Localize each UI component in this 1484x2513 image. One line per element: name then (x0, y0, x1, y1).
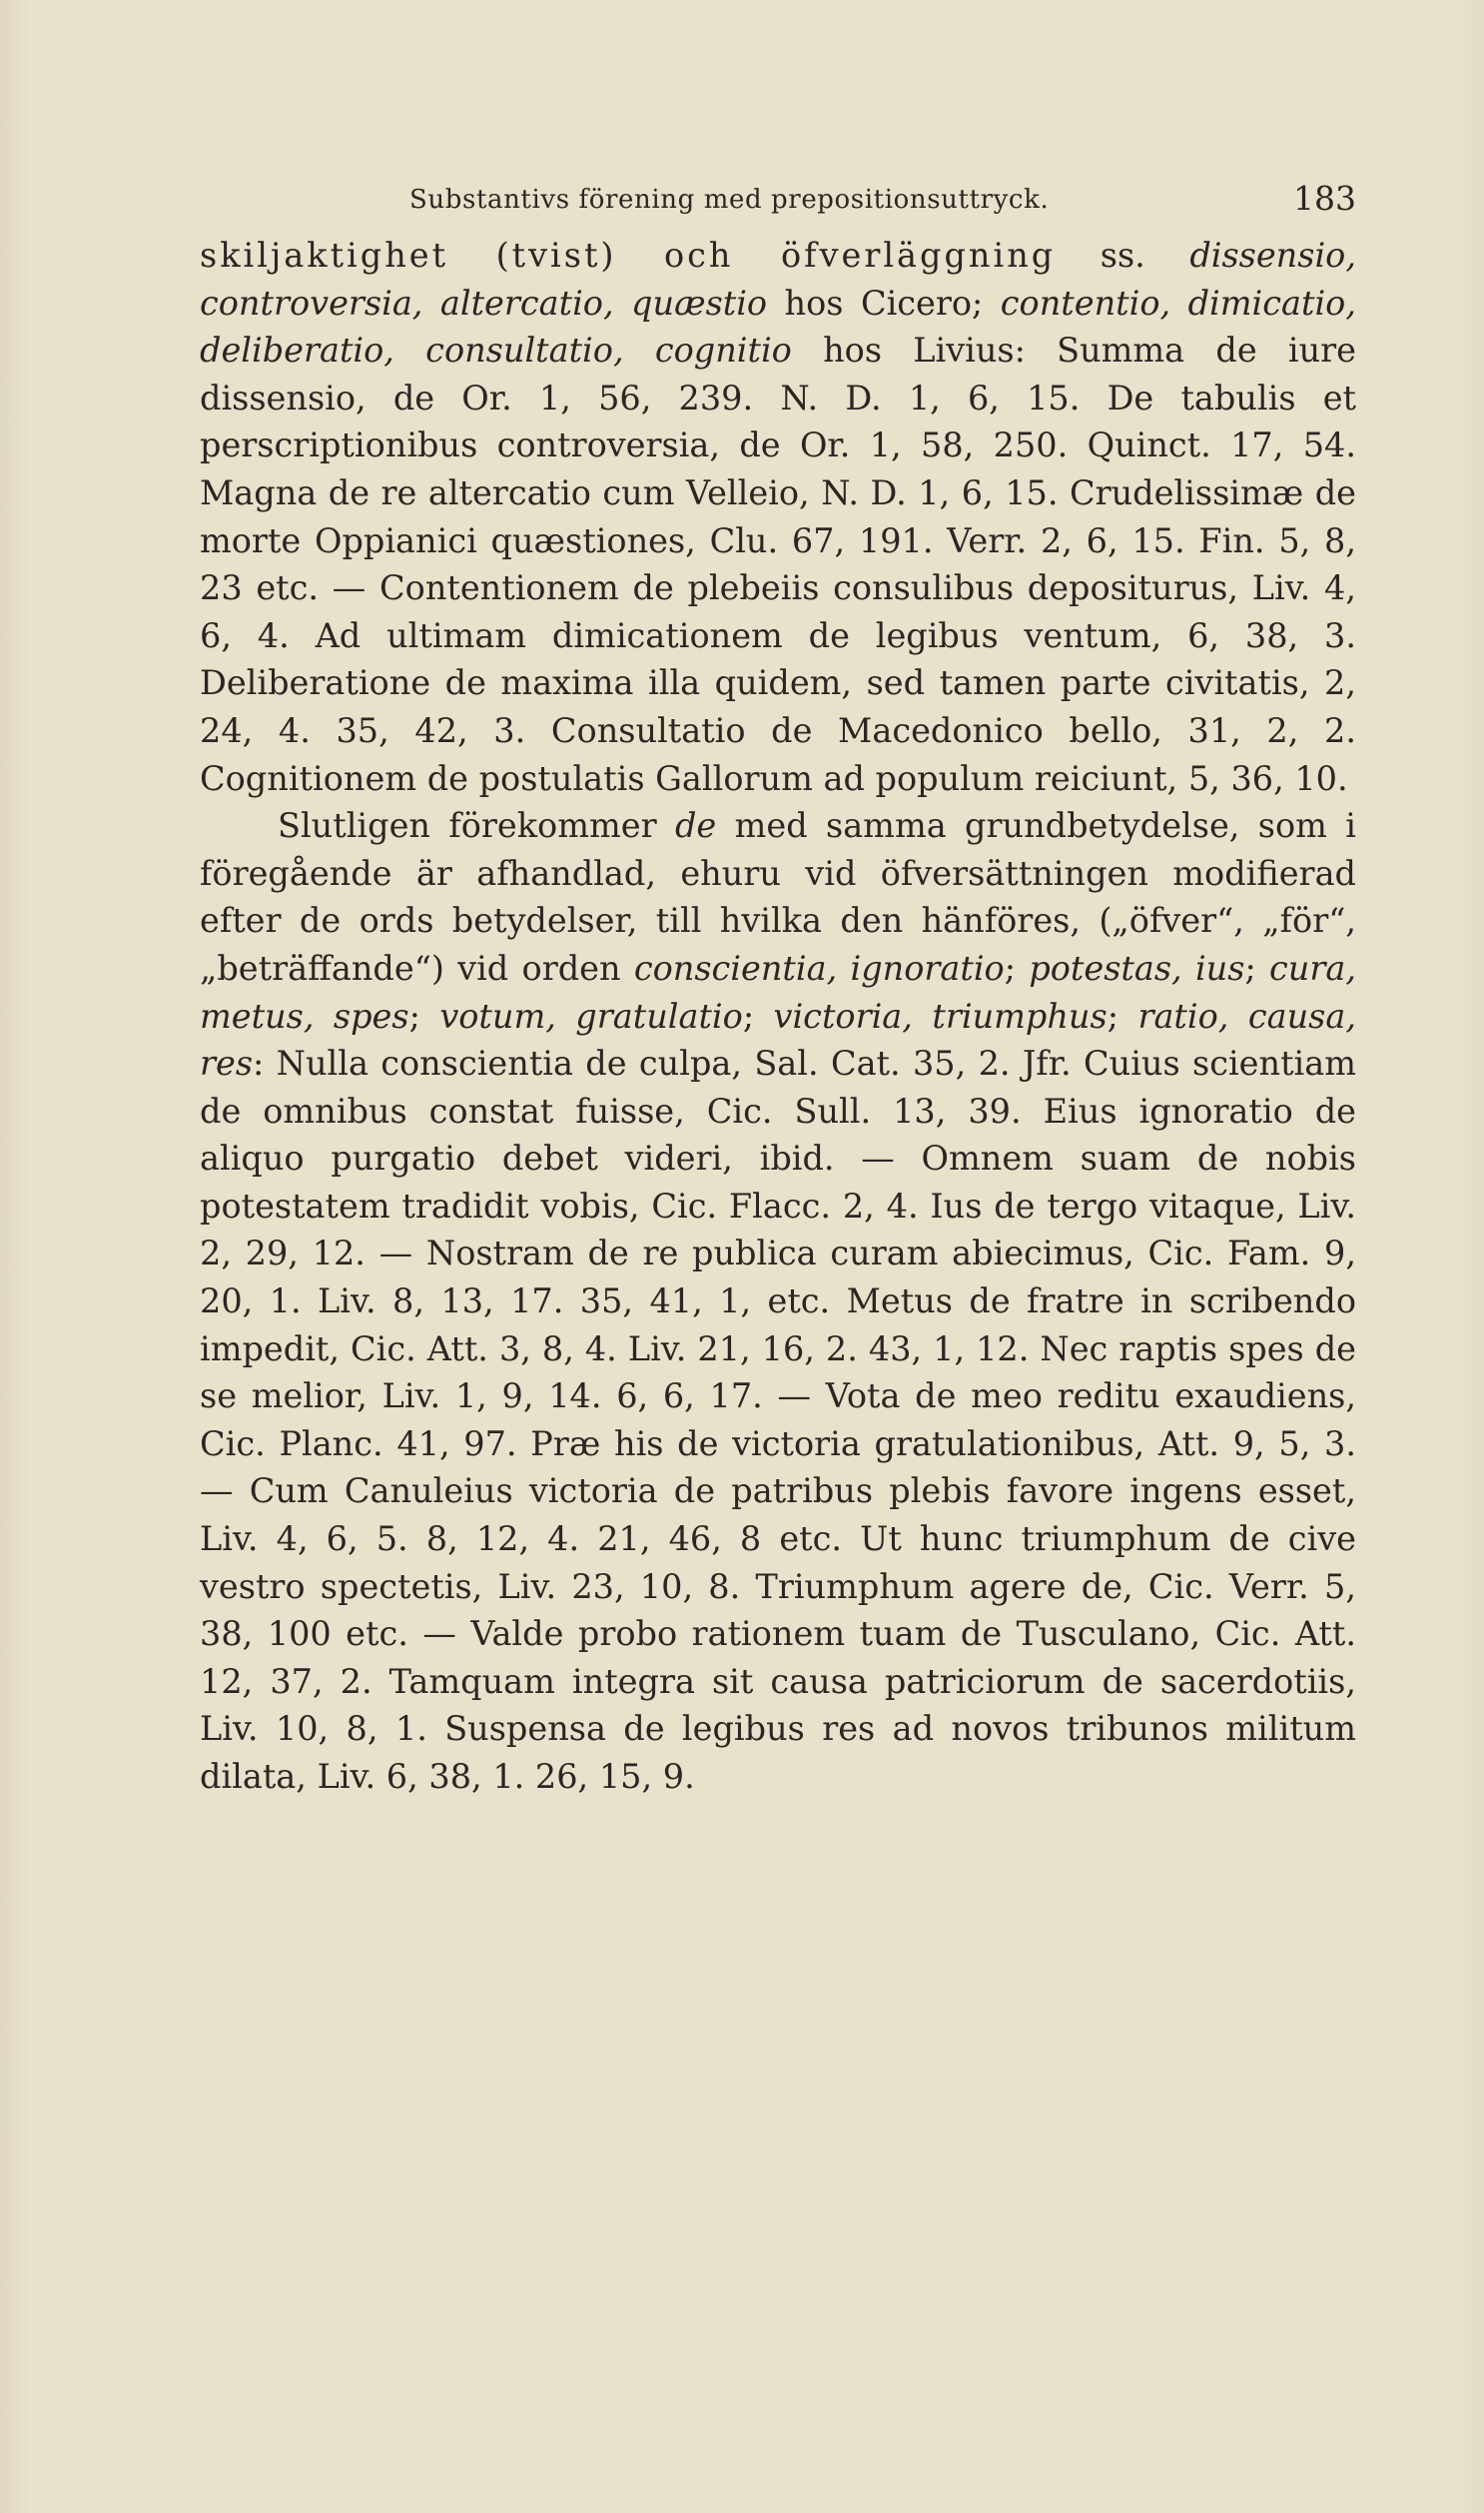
italic-term: dissensio, controversia, altercatio, quæstio (200, 236, 1356, 323)
italic-term: victoria, triumphus (773, 996, 1108, 1036)
text-run: ; (1244, 948, 1270, 988)
spaced-term: skiljaktighet (tvist) och öfverläggning (200, 236, 1057, 275)
italic-term: votum, gratulatio (439, 996, 743, 1036)
body-text (200, 232, 1356, 1801)
text-run: ; (1107, 996, 1138, 1036)
italic-term: ratio, causa, res (200, 996, 1356, 1084)
page-header (200, 179, 1356, 225)
text-run: Slutligen förekommer (278, 806, 675, 846)
text-run: ss. (1056, 236, 1190, 275)
text-run: hos Cicero; (767, 283, 1001, 323)
italic-term: potestas, ius (1029, 948, 1245, 988)
italic-term: cura, metus, spes (200, 948, 1357, 1036)
running-head: Substantivs förening med prepositionsuttryck. (409, 185, 1050, 215)
italic-term: de (674, 806, 717, 846)
italic-term: contentio, dimicatio, deliberatio, consultatio, cognitio (200, 283, 1356, 371)
text-run: ; (1004, 948, 1030, 988)
page-number: 183 (1293, 179, 1356, 218)
text-run: ; (742, 996, 774, 1036)
text-run: : Nulla conscientia de culpa, Sal. Cat. 35, 2. Jfr. Cuius scientiam de omnibus constat fuisse, Cic. Sull. 13, 39. Eius ignoratio de aliquo purgatio debet videri, ibid. — Omnem suam de nobis potestatem tradidit vobis, Cic. Flacc. 2, 4. Ius de tergo vitaque, Liv. 2, 29, 12. — Nostram de re publica curam abiecimus, Cic. Fam. 9, 20, 1. Liv. 8, 13, 17. 35, 41, 1, etc. Metus de fratre in scribendo impedit, Cic. Att. 3, 8, 4. Liv. 21, 16, 2. 43, 1, 12. Nec raptis spes de se melior, Liv. 1, 9, 14. 6, 6, 17. — Vota de meo reditu exaudiens, Cic. Planc. 41, 97. Præ his de victoria gratulationibus, Att. 9, 5, 3. — Cum Canuleius victoria de patribus plebis favore ingens esset, Liv. 4, 6, 5. 8, 12, 4. 21, 46, 8 etc. Ut hunc triumphum de cive vestro spectetis, Liv. 23, 10, 8. Triumphum agere de, Cic. Verr. 5, 38, 100 etc. — Valde probo rationem tuam de Tusculano, Cic. Att. 12, 37, 2. Tamquam integra sit causa patriciorum de sacerdotiis, Liv. 10, 8, 1. Suspensa de legibus res ad novos tribunos militum dilata, Liv. 6, 38, 1. 26, 15, 9. (200, 1044, 1356, 1796)
text-run: med samma grundbetydelse, som i föregående är afhandlad, ehuru vid öfversättningen modifierad efter de ords betydelser, till hvilka den hänföres, („öfver“, „för“, „beträffande“) vid orden (200, 806, 1356, 988)
text-run: ; (408, 996, 440, 1036)
paragraph-1 (200, 232, 1356, 802)
italic-term: conscientia, ignoratio (633, 948, 1005, 988)
text-run: hos Livius: Summa de iure dissensio, de Or. 1, 56, 239. N. D. 1, 6, 15. De tabulis et perscriptionibus controversia, de Or. 1, 58, 250. Quinct. 17, 54. Magna de re altercatio cum Velleio, N. D. 1, 6, 15. Crudelissimæ de morte Oppianici quæstiones, Clu. 67, 191. Verr. 2, 6, 15. Fin. 5, 8, 23 etc. — Contentionem de plebeiis consulibus depositurus, Liv. 4, 6, 4. Ad ultimam dimicationem de legibus ventum, 6, 38, 3. Deliberatione de maxima illa quidem, sed tamen parte civitatis, 2, 24, 4. 35, 42, 3. Consultatio de Macedonico bello, 31, 2, 2. Cognitionem de postulatis Gallorum ad populum reiciunt, 5, 36, 10. (200, 331, 1357, 798)
paragraph-2 (200, 802, 1356, 1800)
